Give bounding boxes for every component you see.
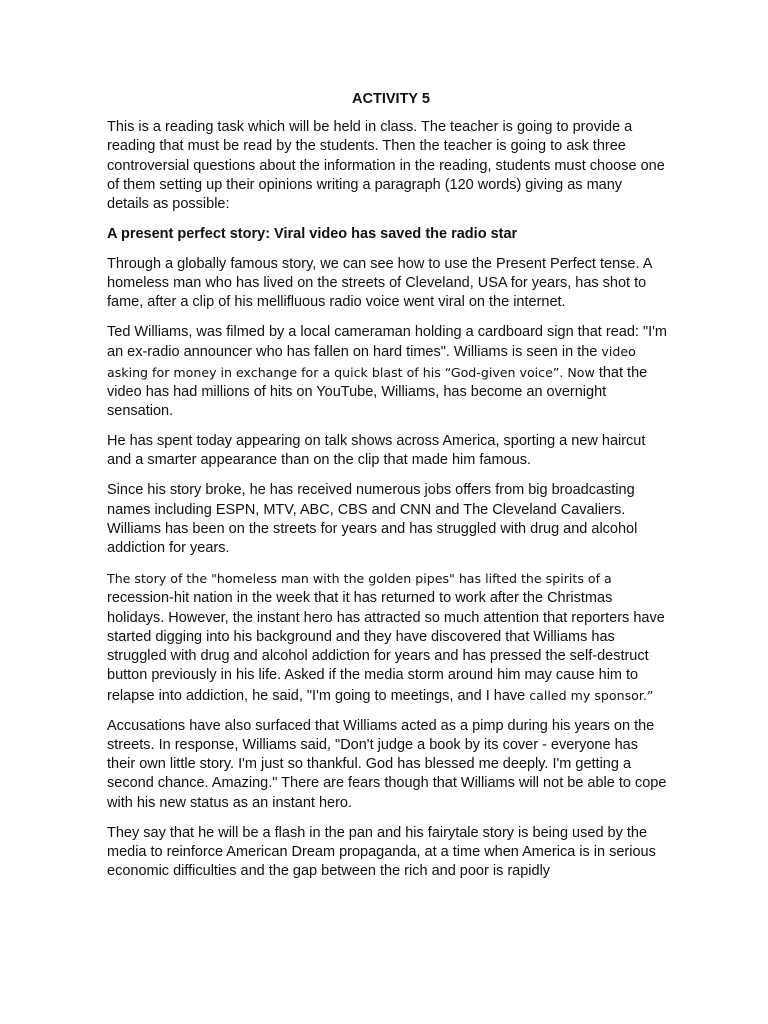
paragraph-2-part-c: that the video has had millions of hits on YouTube, Williams, has become an overnight sensation.: [107, 364, 648, 420]
paragraph-5-part-a: The story of the "homeless man with the golden pipes" has lifted the spirits of a: [107, 570, 612, 586]
document-title: ACTIVITY 5: [352, 91, 430, 107]
document-page: [107, 90, 667, 892]
paragraph-5-part-b: recession-hit nation in the week that it has returned to work after the Christmas holidays. However, the instant hero has attracted so much attention that reporters have started digging into his background and they have discovered that Williams has struggled with drug and alcohol addiction for years and has pressed the self-destruct button previously in his life. Asked if the media storm around him may cause him to relapse into addiction, he said, "I'm going to meetings, and I have: [107, 590, 665, 704]
article-heading: A present perfect story: Viral video has saved the radio star: [107, 225, 518, 242]
paragraph-7: They say that he will be a flash in the pan and his fairytale story is being used by the media to reinforce American Dream propaganda, at a time when America is in serious economic difficulties and the gap between the rich and poor is rapidly: [107, 824, 656, 880]
paragraph-4: Since his story broke, he has received numerous jobs offers from big broadcasting names including ESPN, MTV, ABC, CBS and CNN and The Cleveland Cavaliers. Williams has been on the streets for years and has struggled with drug and alcohol addiction for years.: [107, 482, 638, 557]
paragraph-2-part-b: video asking for money in exchange for a quick blast of his “God-given voice”. Now: [107, 344, 636, 380]
paragraph-2: [107, 323, 667, 421]
paragraph-2-part-a: Ted Williams, was filmed by a local cameraman holding a cardboard sign that read: "I'm an ex-radio announcer who has fallen on hard times". Williams is seen in the: [107, 324, 667, 361]
paragraph-5: [107, 569, 667, 706]
paragraph-1: Through a globally famous story, we can see how to use the Present Perfect tense. A homeless man who has lived on the streets of Cleveland, USA for years, has shot to fame, after a clip of his mellifluous radio voice went viral on the internet.: [107, 255, 652, 311]
intro-paragraph: This is a reading task which will be held in class. The teacher is going to provide a reading that must be read by the students. Then the teacher is going to ask three controversial questions about the information in the reading, students must choose one of them setting up their opinions writing a paragraph (120 words) giving as many details as possible:: [107, 119, 665, 213]
paragraph-6: Accusations have also surfaced that Williams acted as a pimp during his years on the streets. In response, Williams said, "Don't judge a book by its cover - everyone has their own little story. I'm just so thankful. God has blessed me deeply. I'm getting a second chance. Amazing." There are fears though that Williams will not be able to cope with his new status as an instant hero.: [107, 717, 667, 811]
paragraph-3: He has spent today appearing on talk shows across America, sporting a new haircut and a smarter appearance than on the clip that made him famous.: [107, 433, 646, 469]
paragraph-5-part-c: called my sponsor.”: [529, 687, 654, 703]
